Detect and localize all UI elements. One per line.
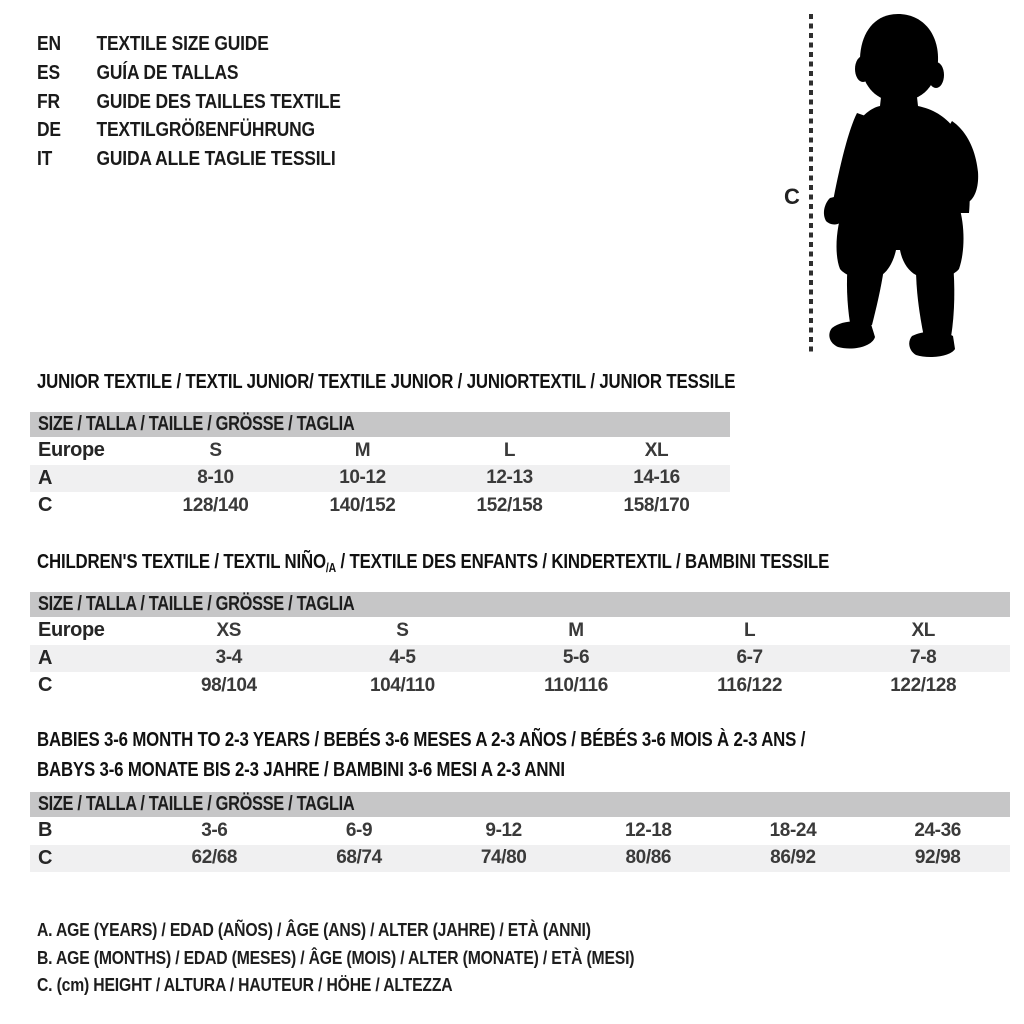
value-cell: 18-24	[769, 819, 817, 841]
row-label-cell: Europe	[38, 439, 105, 462]
value-cell: 110/116	[544, 674, 608, 696]
row-label-cell: Europe	[38, 619, 105, 642]
row-label-cell: A	[30, 465, 142, 493]
value-cell: 5-6	[489, 645, 663, 673]
size-header-label: SIZE / TALLA / TAILLE / GRÖSSE / TAGLIA	[38, 593, 355, 615]
value-cell: 6-9	[345, 819, 373, 841]
size-cell: XL	[644, 439, 669, 461]
babies-title-line2: BABYS 3-6 MONATE BIS 2-3 JAHRE / BAMBINI 3-6 MESI A 2-3 ANNI	[37, 758, 565, 781]
value-cell: 86/92	[721, 845, 866, 873]
language-row	[37, 145, 341, 174]
value-cell: 140/152	[329, 494, 396, 516]
note-age-years: A. AGE (YEARS) / EDAD (AÑOS) / ÂGE (ANS) / ALTER (JAHRE) / ETÀ (ANNI)	[37, 919, 591, 940]
babies-section-title	[37, 725, 805, 785]
note-height-cm: C. (cm) HEIGHT / ALTURA / HAUTEUR / HÖHE / ALTEZZA	[37, 974, 453, 995]
table-row-height	[30, 492, 730, 520]
size-cell: L	[503, 439, 516, 461]
value-cell: 9-12	[485, 819, 522, 841]
value-cell: 128/140	[182, 494, 249, 516]
table-row-age	[30, 465, 730, 493]
size-cell: L	[743, 619, 756, 641]
size-cell: S	[209, 439, 222, 461]
value-cell: 10-12	[289, 465, 436, 493]
value-cell: 98/104	[200, 674, 257, 696]
language-row	[37, 116, 341, 145]
babies-size-table	[30, 792, 1010, 872]
size-cell: XS	[216, 619, 242, 641]
value-cell: 92/98	[865, 845, 1010, 873]
value-cell: 104/110	[369, 674, 435, 696]
row-label-cell: C	[38, 674, 53, 697]
value-cell: 12-18	[624, 819, 672, 841]
row-label-cell: C	[30, 845, 142, 873]
table-row-age	[30, 645, 1010, 673]
value-cell: 8-10	[142, 465, 289, 493]
value-cell: 80/86	[576, 845, 721, 873]
baby-silhouette-icon	[812, 6, 994, 358]
children-title-text: / TEXTILE DES ENFANTS / KINDERTEXTIL / BAMBINI TESSILE	[335, 550, 830, 573]
size-header-label: SIZE / TALLA / TAILLE / GRÖSSE / TAGLIA	[38, 413, 355, 435]
height-label-c: C	[784, 184, 800, 209]
language-row	[37, 59, 341, 88]
size-header-bar	[30, 592, 1010, 617]
children-title-sub: /A	[325, 560, 336, 575]
language-code: EN	[37, 32, 61, 55]
junior-size-table	[30, 412, 730, 520]
language-code: ES	[37, 60, 60, 84]
language-title: GUÍA DE TALLAS	[96, 60, 239, 84]
value-cell: 3-4	[142, 645, 316, 673]
size-header-bar	[30, 412, 730, 437]
value-cell: 158/170	[623, 494, 690, 516]
size-cell: S	[396, 619, 409, 641]
row-label-cell: B	[38, 819, 53, 842]
children-section-title	[37, 550, 829, 575]
language-row	[37, 88, 341, 117]
table-row-europe	[30, 617, 1010, 645]
row-label-cell: A	[30, 645, 142, 673]
value-cell: 14-16	[583, 465, 730, 493]
size-cell: M	[354, 439, 371, 461]
size-cell: XL	[911, 619, 935, 641]
table-row-europe	[30, 437, 730, 465]
language-code: FR	[37, 89, 60, 113]
value-cell: 3-6	[201, 819, 228, 841]
value-cell: 7-8	[836, 645, 1010, 673]
babies-title-line1: BABIES 3-6 MONTH TO 2-3 YEARS / BEBÉS 3-6 MESES A 2-3 AÑOS / BÉBÉS 3-6 MOIS À 2-3 ANS /	[37, 728, 806, 751]
value-cell: 4-5	[316, 645, 490, 673]
language-code: DE	[37, 118, 61, 142]
table-row-height	[30, 845, 1010, 873]
value-cell: 122/128	[890, 674, 957, 696]
legend-notes	[37, 916, 634, 999]
row-label-cell: C	[38, 494, 53, 517]
language-title: GUIDA ALLE TAGLIE TESSILI	[96, 147, 336, 171]
value-cell: 6-7	[663, 645, 837, 673]
children-size-table	[30, 592, 1010, 700]
value-cell: 24-36	[914, 819, 961, 841]
table-row-months	[30, 817, 1010, 845]
size-cell: M	[568, 619, 584, 641]
value-cell: 74/80	[431, 845, 576, 873]
language-title: TEXTILE SIZE GUIDE	[96, 32, 269, 55]
value-cell: 116/122	[717, 674, 782, 696]
language-title: GUIDE DES TAILLES TEXTILE	[96, 89, 341, 113]
note-age-months: B. AGE (MONTHS) / EDAD (MESES) / ÂGE (MOIS) / ALTER (MONATE) / ETÀ (MESI)	[37, 946, 635, 968]
size-header-label: SIZE / TALLA / TAILLE / GRÖSSE / TAGLIA	[38, 793, 355, 815]
language-code: IT	[37, 147, 53, 171]
value-cell: 12-13	[436, 465, 583, 493]
children-title-text: CHILDREN'S TEXTILE / TEXTIL NIÑO	[37, 550, 326, 573]
language-row	[37, 30, 341, 59]
value-cell: 62/68	[142, 845, 287, 873]
language-title: TEXTILGRÖßENFÜHRUNG	[96, 118, 315, 142]
junior-section-title: JUNIOR TEXTILE / TEXTIL JUNIOR/ TEXTILE JUNIOR / JUNIORTEXTIL / JUNIOR TESSILE	[37, 370, 736, 393]
value-cell: 152/158	[476, 494, 543, 516]
size-header-bar	[30, 792, 1010, 817]
table-row-height	[30, 672, 1010, 700]
language-title-list	[37, 30, 341, 174]
value-cell: 68/74	[287, 845, 432, 873]
